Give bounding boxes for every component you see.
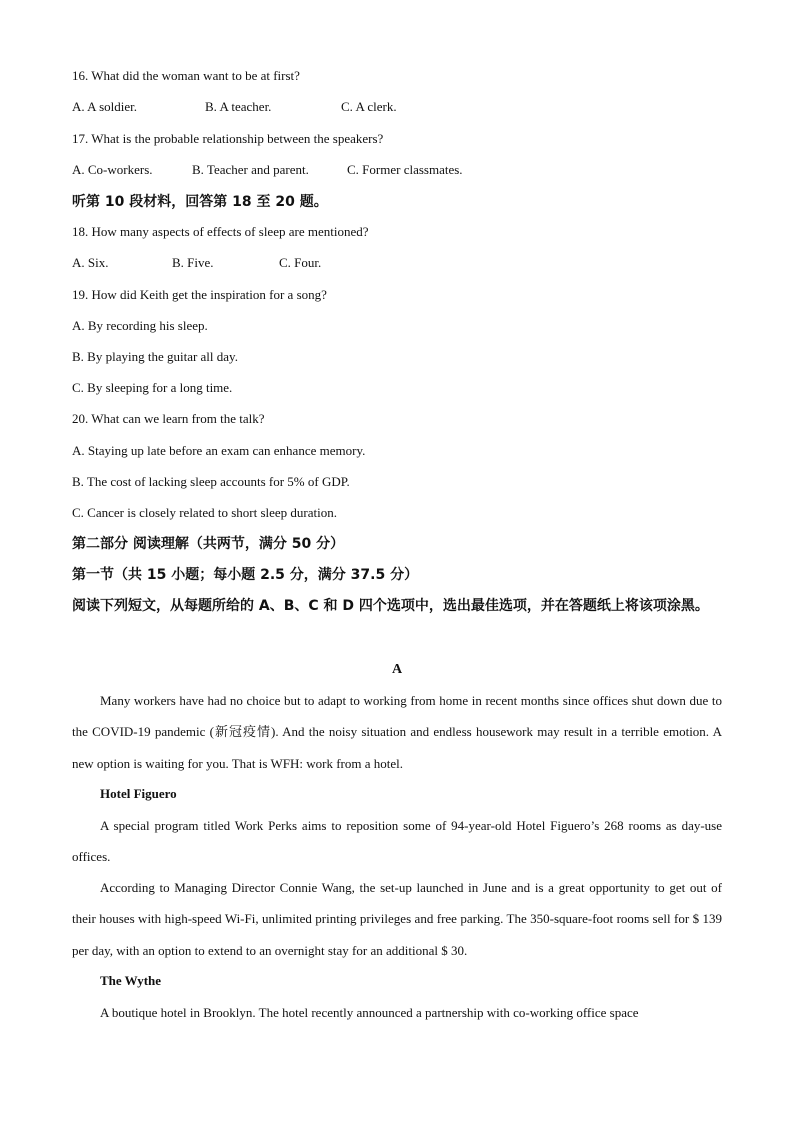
passage-intro: Many workers have had no choice but to adapt to working from home in recent months since offices shut down due to the COVID-19 pandemic (新冠疫情). And the noisy situation and endless housework may result in a terrible emotion. A new option is waiting for you. That is WFH: work from a hotel. bbox=[72, 693, 722, 771]
question-17-stem: 17. What is the probable relationship between the speakers? bbox=[72, 131, 384, 146]
section-1-header: 第一节（共 15 小题；每小题 2.5 分，满分 37.5 分） bbox=[72, 567, 419, 583]
question-18-stem: 18. How many aspects of effects of sleep are mentioned? bbox=[72, 224, 369, 239]
question-20-stem: 20. What can we learn from the talk? bbox=[72, 411, 265, 426]
the-wythe-heading: The Wythe bbox=[100, 973, 162, 988]
reading-instruction: 阅读下列短文，从每题所给的 A、B、C 和 D 四个选项中，选出最佳选项，并在答题纸上将该项涂黑。 bbox=[72, 598, 709, 614]
question-16-stem: 16. What did the woman want to be at first? bbox=[72, 68, 300, 83]
question-20-option-b: B. The cost of lacking sleep accounts for 5% of GDP. bbox=[72, 474, 350, 489]
question-19-option-b: B. By playing the guitar all day. bbox=[72, 349, 238, 364]
question-19-option-a: A. By recording his sleep. bbox=[72, 318, 208, 333]
question-18-option-a: A. Six. bbox=[72, 255, 109, 270]
hotel-figuero-paragraph-1: A special program titled Work Perks aims to reposition some of 94-year-old Hotel Figuero’s 268 rooms as day-use offices. bbox=[72, 818, 722, 865]
question-18-options bbox=[72, 255, 321, 271]
part-2-header: 第二部分 阅读理解（共两节，满分 50 分） bbox=[72, 536, 345, 552]
question-17-option-a: A. Co-workers. bbox=[72, 162, 153, 177]
hotel-figuero-heading: Hotel Figuero bbox=[100, 786, 177, 801]
the-wythe-paragraph-1: A boutique hotel in Brooklyn. The hotel recently announced a partnership with co-working office space bbox=[100, 1005, 639, 1020]
question-20-option-a: A. Staying up late before an exam can enhance memory. bbox=[72, 443, 366, 458]
question-20-option-c: C. Cancer is closely related to short sleep duration. bbox=[72, 505, 337, 520]
hotel-figuero-paragraph-2: According to Managing Director Connie Wang, the set-up launched in June and is a great opportunity to get out of their houses with high-speed Wi-Fi, unlimited printing privileges and free parking. The 350-square-foot rooms sell for $ 139 per day, with an option to extend to an overnight stay for an additional $ 30. bbox=[72, 880, 722, 958]
question-17-option-c: C. Former classmates. bbox=[347, 162, 463, 177]
question-18-option-b: B. Five. bbox=[172, 255, 214, 270]
question-16-option-c: C. A clerk. bbox=[341, 99, 397, 114]
question-16-option-b: B. A teacher. bbox=[205, 99, 272, 114]
passage-letter: A bbox=[391, 662, 403, 677]
question-19-stem: 19. How did Keith get the inspiration for a song? bbox=[72, 287, 327, 302]
question-19-option-c: C. By sleeping for a long time. bbox=[72, 380, 233, 395]
question-16-options bbox=[72, 99, 397, 115]
question-18-option-c: C. Four. bbox=[279, 255, 322, 270]
section-listen-10-header: 听第 10 段材料，回答第 18 至 20 题。 bbox=[72, 194, 328, 210]
question-16-option-a: A. A soldier. bbox=[72, 99, 138, 114]
question-17-options bbox=[72, 162, 463, 178]
question-17-option-b: B. Teacher and parent. bbox=[192, 162, 309, 177]
